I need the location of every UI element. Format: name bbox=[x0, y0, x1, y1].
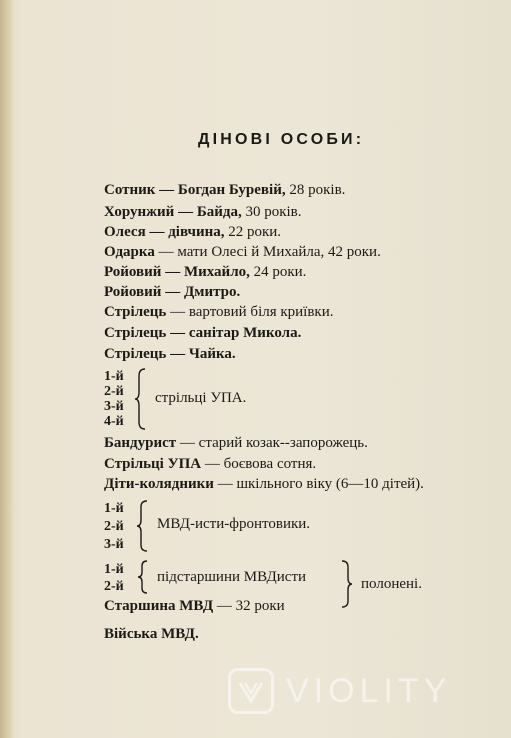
character-line: Хорунжий — Байда, 30 років. bbox=[104, 204, 302, 220]
group-text: стрільці УПА. bbox=[155, 390, 247, 406]
character-line: Стрільці УПА — боєвова сотня. bbox=[104, 456, 317, 472]
group-label: 3-й bbox=[104, 399, 124, 414]
group-label: 1-й bbox=[104, 562, 124, 577]
group-label: 1-й bbox=[104, 501, 124, 516]
character-line: Олеся — дівчина, 22 роки. bbox=[104, 224, 282, 240]
group-label: 3-й bbox=[104, 537, 124, 552]
group-label: 2-й bbox=[104, 579, 124, 594]
book-spine-shadow bbox=[0, 0, 14, 738]
page-title: ДІНОВІ ОСОБИ: bbox=[198, 131, 365, 148]
character-line: Стрілець — санітар Микола. bbox=[104, 325, 302, 341]
group-label: 2-й bbox=[104, 519, 124, 534]
brace-icon bbox=[340, 560, 354, 608]
group-label: 4-й bbox=[104, 414, 124, 429]
character-line: Війська МВД. bbox=[104, 626, 199, 642]
character-line: Бандурист — старий козак--запорожець. bbox=[104, 435, 368, 451]
character-line: Діти-колядники — шкільного віку (6—10 дітей). bbox=[104, 476, 424, 492]
group-label: 2-й bbox=[104, 384, 124, 399]
character-line: Одарка — мати Олесі й Михайла, 42 роки. bbox=[104, 244, 381, 260]
character-line: Сотник — Богдан Буревій, 28 років. bbox=[104, 182, 346, 198]
brace-icon bbox=[136, 368, 150, 430]
brace-icon bbox=[138, 560, 152, 594]
group-text: підстаршини МВДисти bbox=[157, 569, 307, 585]
character-line: Стрілець — Чайка. bbox=[104, 346, 236, 362]
character-line: Стрілець — вартовий біля криївки. bbox=[104, 304, 334, 320]
group-text: МВД-исти-фронтовики. bbox=[157, 516, 311, 532]
character-line: Ройовий — Михайло, 24 роки. bbox=[104, 264, 307, 280]
watermark-text: VIOLITY bbox=[286, 672, 452, 710]
violity-logo-icon bbox=[228, 668, 274, 714]
group-label: 1-й bbox=[104, 369, 124, 384]
character-line: Старшина МВД — 32 роки bbox=[104, 598, 285, 614]
character-line: Ройовий — Дмитро. bbox=[104, 284, 241, 300]
brace-icon bbox=[138, 500, 152, 552]
watermark bbox=[228, 668, 498, 720]
group-outer-text: полонені. bbox=[361, 576, 422, 592]
